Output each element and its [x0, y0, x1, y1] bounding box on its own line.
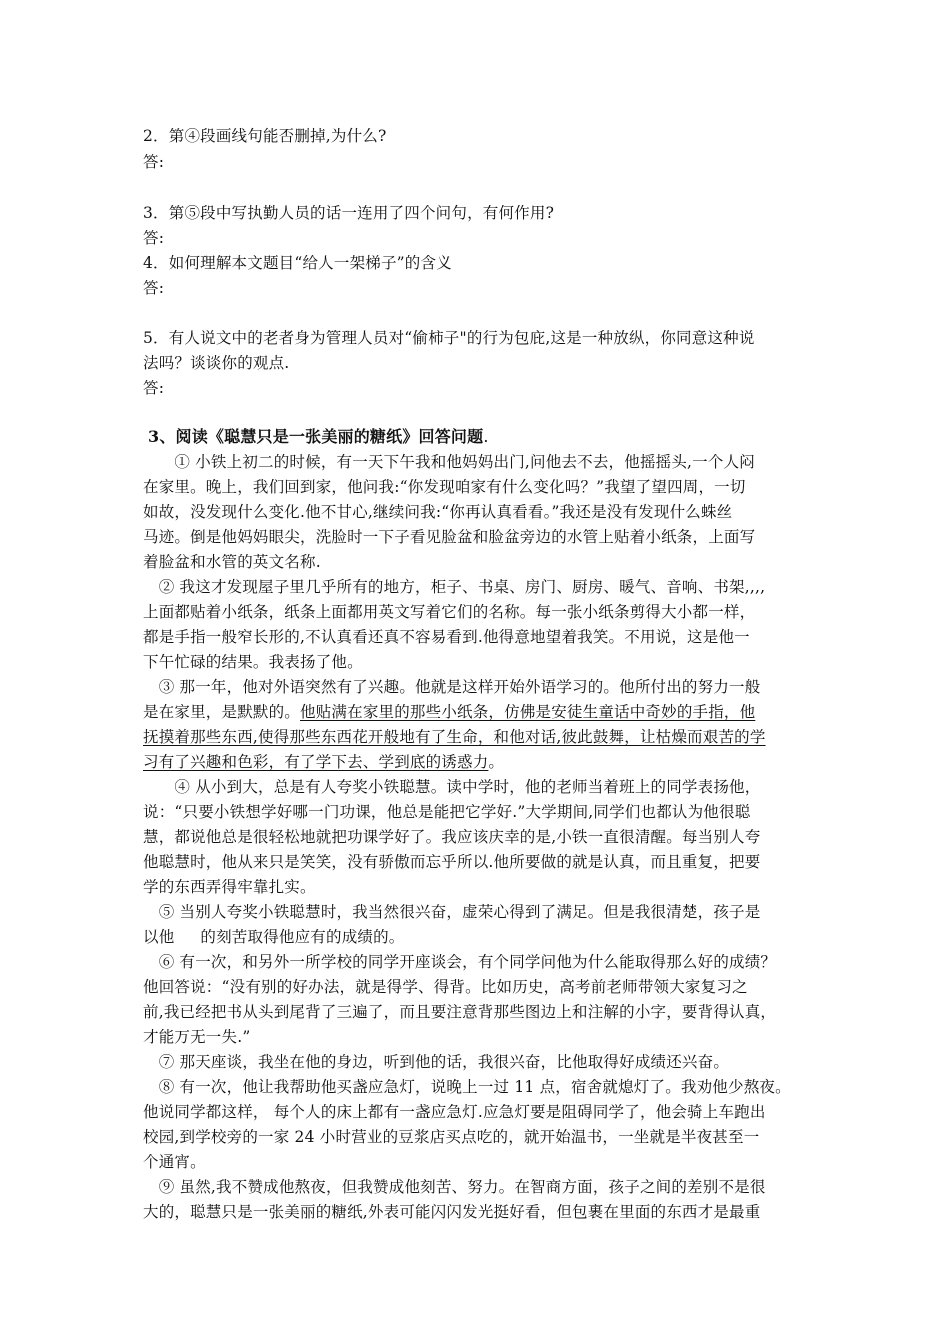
underlined-sentence: 抚摸着那些东西,使得那些东西花开般地有了生命，和他对话,彼此鼓舞，让枯燥而艰苦的学	[143, 728, 766, 746]
passage-line	[143, 927, 405, 947]
plain-text: 是在家里，是默默的。	[143, 703, 301, 721]
passage-line	[143, 727, 766, 747]
section-title	[148, 427, 489, 447]
passage-line: ⑦ 那天座谈，我坐在他的身边，听到他的话，我很兴奋，比他取得好成绩还兴奋。	[143, 1053, 730, 1071]
question-2: 2．第④段画线句能否删掉,为什么?	[143, 127, 387, 145]
passage-line: ⑥ 有一次，和另外一所学校的同学开座谈会，有个同学问他为什么能取得那么好的成绩？	[143, 953, 777, 971]
plain-text: 的刻苦取得他应有的成绩的。	[200, 928, 405, 946]
section-title-text: 3、阅读《聪慧只是一张美丽的糖纸》回答问题	[148, 427, 484, 446]
plain-text: 以他	[143, 928, 175, 946]
question-5-line-2: 法吗？谈谈你的观点.	[143, 354, 290, 372]
passage-line: 在家里。晚上，我们回到家，他问我:“你发现咱家有什么变化吗？”我望了望四周，一切	[143, 478, 746, 496]
passage-line: ⑤ 当别人夸奖小铁聪慧时，我当然很兴奋，虚荣心得到了满足。但是我很清楚，孩子是	[143, 903, 761, 921]
passage-line: 说：“只要小铁想学好哪一门功课，他总是能把它学好.”大学期间,同学们也都认为他很聪	[143, 803, 751, 821]
question-3: 3．第⑤段中写执勤人员的话一连用了四个问句，有何作用?	[143, 204, 555, 222]
section-title-period: .	[483, 427, 489, 446]
passage-line: 他回答说：“没有别的好办法，就是得学、得背。比如历史，高考前老师带领大家复习之	[143, 978, 748, 996]
question-4: 4．如何理解本文题目“给人一架梯子”的含义	[143, 254, 452, 272]
question-4-answer: 答:	[143, 279, 165, 297]
passage-line: 校园,到学校旁的一家 24 小时营业的豆浆店买点吃的，就开始温书，一坐就是半夜甚至一	[143, 1128, 760, 1146]
passage-line	[143, 702, 755, 722]
passage-line: 他说同学都这样， 每个人的床上都有一盏应急灯.应急灯要是阻碍同学了，他会骑上车跑出	[143, 1103, 766, 1121]
question-5-line-1: 5．有人说文中的老者身为管理人员对“偷柿子"的行为包庇,这是一种放纵，你同意这种说	[143, 329, 755, 347]
passage-line: 才能万无一失.”	[143, 1028, 251, 1046]
underlined-sentence: 习有了兴趣和色彩，有了学下去、学到底的诱惑力	[143, 753, 489, 771]
passage-line: 都是手指一般窄长形的,不认真看还真不容易看到.他得意地望着我笑。不用说，这是他一	[143, 628, 750, 646]
underlined-sentence: 他贴满在家里的那些小纸条，仿佛是安徒生童话中奇妙的手指，他	[300, 703, 756, 721]
passage-line: 前,我已经把书从头到尾背了三遍了，而且要注意背那些图边上和注解的小字，要背得认真，	[143, 1003, 777, 1021]
question-2-answer: 答:	[143, 153, 165, 171]
plain-text: 。	[488, 753, 505, 771]
passage-line: 他聪慧时，他从来只是笑笑，没有骄傲而忘乎所以.他所要做的就是认真，而且重复，把要	[143, 853, 761, 871]
passage-line: 下午忙碌的结果。我表扬了他。	[143, 653, 363, 671]
passage-line: 着脸盆和水管的英文名称.	[143, 553, 321, 571]
passage-line: 学的东西弄得牢靠扎实。	[143, 878, 316, 896]
passage-line: ① 小铁上初二的时候，有一天下午我和他妈妈出门,问他去不去，他摇摇头,一个人闷	[143, 453, 755, 471]
passage-line	[143, 752, 504, 772]
question-3-answer: 答:	[143, 229, 165, 247]
passage-line: ③ 那一年，他对外语突然有了兴趣。他就是这样开始外语学习的。他所付出的努力一般	[143, 678, 761, 696]
passage-line: ② 我这才发现屋子里几乎所有的地方，柜子、书桌、房门、厨房、暖气、音响、书架,,,,	[143, 578, 766, 596]
question-5-answer: 答:	[143, 379, 165, 397]
passage-line: 慧，都说他总是很轻松地就把功课学好了。我应该庆幸的是,小铁一直很清醒。每当别人夸	[143, 828, 761, 846]
passage-line: 马迹。倒是他妈妈眼尖，洗脸时一下子看见脸盆和脸盆旁边的水管上贴着小纸条，上面写	[143, 528, 756, 546]
passage-line: 大的，聪慧只是一张美丽的糖纸,外表可能闪闪发光挺好看，但包裹在里面的东西才是最重	[143, 1203, 761, 1221]
passage-line: ⑨ 虽然,我不赞成他熬夜，但我赞成他刻苦、努力。在智商方面，孩子之间的差别不是很	[143, 1178, 766, 1196]
passage-line: 上面都贴着小纸条，纸条上面都用英文写着它们的名称。每一张小纸条剪得大小都一样，	[143, 603, 756, 621]
passage-line: 如故，没发现什么变化.他不甘心,继续问我:“你再认真看看。”我还是没有发现什么蛛丝	[143, 503, 733, 521]
passage-line: ④ 从小到大，总是有人夸奖小铁聪慧。读中学时，他的老师当着班上的同学表扬他，	[143, 778, 761, 796]
passage-line: 个通宵。	[143, 1153, 206, 1171]
passage-line: ⑧ 有一次，他让我帮助他买盏应急灯，说晚上一过 11 点，宿舍就熄灯了。我劝他少熬夜。	[143, 1078, 791, 1096]
